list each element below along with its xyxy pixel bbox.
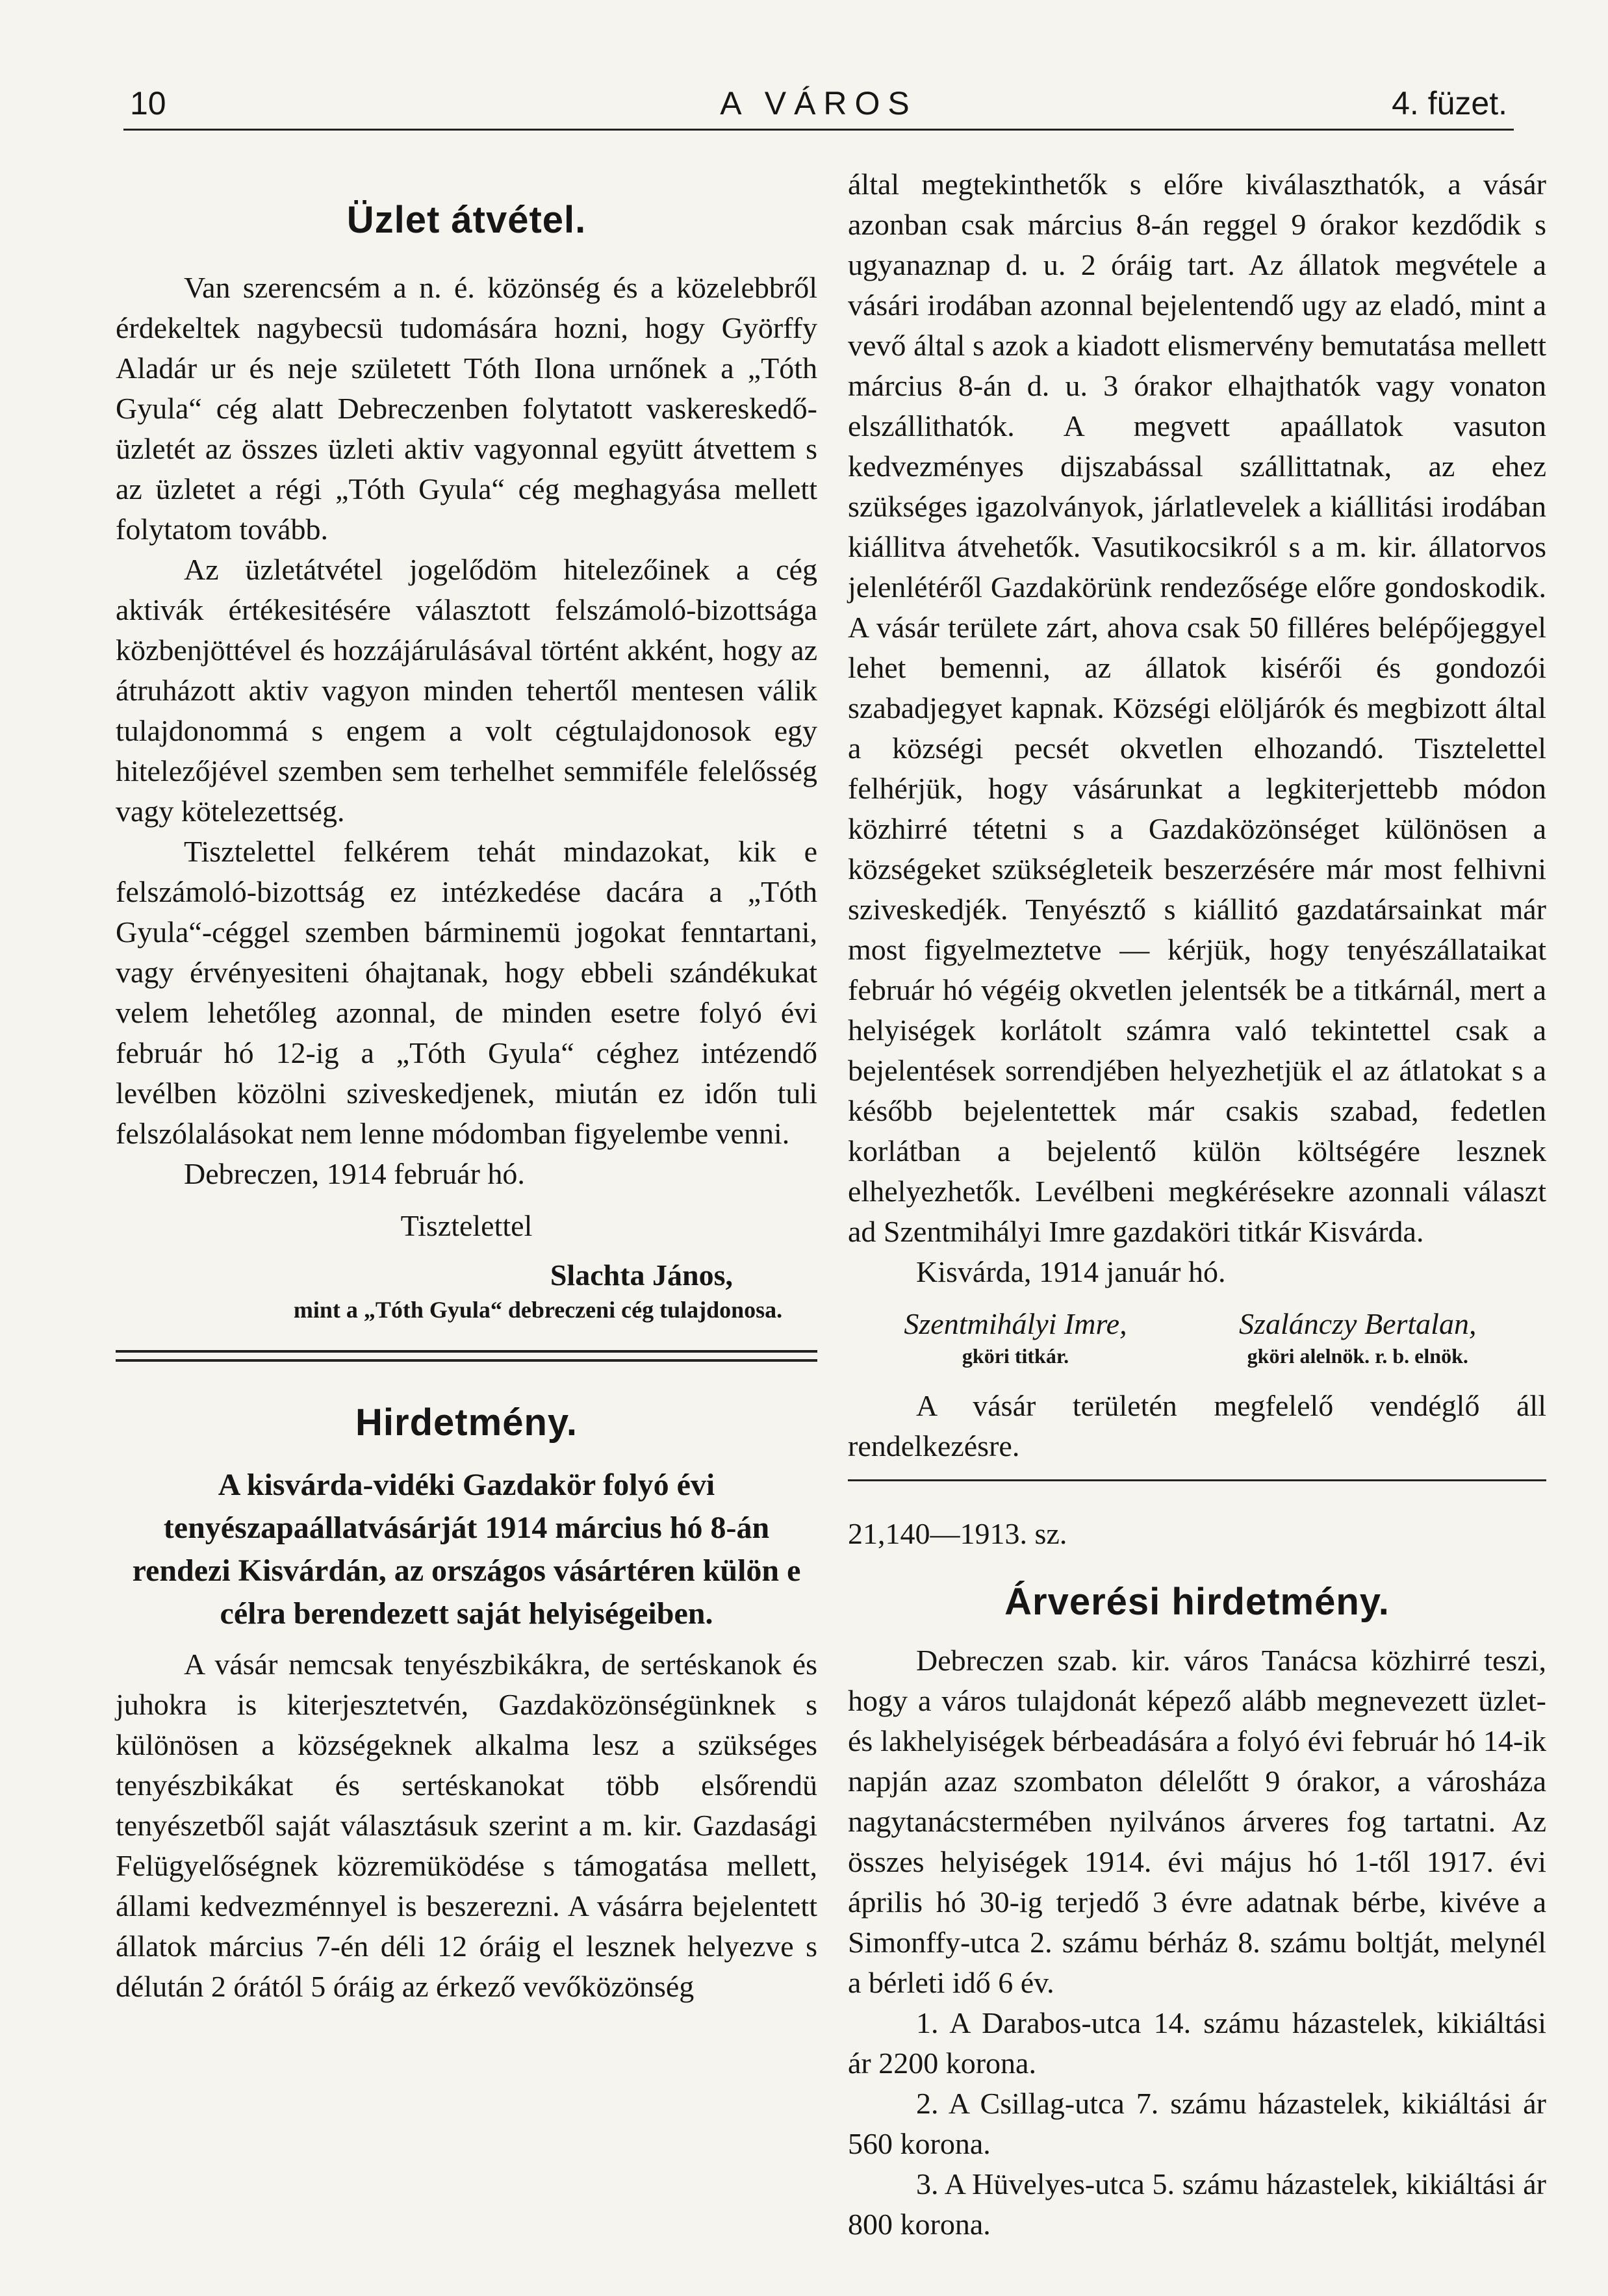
signatures	[848, 1305, 1546, 1369]
right-column	[848, 146, 1546, 2245]
list-item: 1. A Darabos-utca 14. számu házastelek, kikiáltási ár 2200 korona.	[848, 2006, 1546, 2080]
dateline: Debreczen, 1914 február hó.	[184, 1157, 525, 1190]
paragraph: Debreczen szab. kir. város Tanácsa közhirré teszi, hogy a város tulajdonát képező alább megnevezett üzlet- és lakhelyiségek bérbeadására a folyó évi február hó 14-ik napján azaz szombaton délelőtt 9 órakor, a városháza nagytanácstermében nyilvános árveres fog tartatni. Az összes helyiségek 1914. évi május hó 1-től 1917. évi április hó 30-ig terjedő 3 évre adatnak bérbe, kivéve a Simonffy-utca 2. számu bérház 8. számu boltját, melynél a bérleti idő 6 év.	[848, 1644, 1546, 1999]
signature-block	[1183, 1305, 1533, 1369]
left-column	[116, 146, 817, 2007]
paragraph: Tisztelettel felkérem tehát mindazokat, kik e felszámoló-bizottság ez intézkedése dacára a „Tóth Gyula“-céggel szemben bárminemü jogokat fenntartani, vagy érvényesiteni óhajtanak, hogy ebbeli szándékukat velem lehetőleg azonnal, de minden esetre folyó évi február hó 12-ig a „Tóth Gyula“ céghez intézendő levélben közölni sziveskedjenek, miután ez időn tuli felszólalásokat nem lenne módomban figyelembe venni.	[116, 835, 817, 1150]
dateline: Kisvárda, 1914 január hó.	[916, 1255, 1226, 1288]
announcement-lead: A kisvárda-vidéki Gazdakör folyó évi tenyészapaállatvásárját 1914 március hó 8-án rendezi Kisvárdán, az országos vásártéren külön e célra berendezett saját helyiségeiben.	[132, 1468, 801, 1631]
paragraph: Van szerencsém a n. é. közönség és a közelebbről érdekeltek nagybecsü tudomására hozni, hogy Györffy Aladár ur és neje született Tóth Ilona urnőnek a „Tóth Gyula“ cég alatt Debreczenben folytatott vaskereskedő-üzletét az összes üzleti aktiv vagyonnal együtt átvettem s az üzletet a régi „Tóth Gyula“ cég meghagyása mellett folytatom tovább.	[116, 271, 817, 546]
signer-role: mint a „Tóth Gyula“ debreczeni cég tulajdonosa.	[293, 1297, 783, 1323]
header-rule	[123, 129, 1514, 131]
signer-name: Slachta János,	[550, 1258, 733, 1292]
signature-role: gköri titkár.	[962, 1344, 1069, 1368]
signature-role: gköri alelnök. r. b. elnök.	[1247, 1344, 1468, 1368]
article-title-arveresi: Árverési hirdetmény.	[1004, 1581, 1390, 1623]
paragraph: A vásár nemcsak tenyészbikákra, de sertéskanok és juhokra is kiterjesztetvén, Gazdaközönségünknek s különösen a községeknek alkalma lesz a szükséges tenyészbikákat és sertéskanokat több elsőrendü tenyészetből saját választásuk szerint a m. kir. Gazdasági Felügyelőségnek közremüködése s támogatása mellett, állami kedvezménnyel is beszerezni. A vásárra bejelentett állatok március 7-én déli 12 óráig el lesznek helyezve s délután 2 órától 5 óráig az érkező vevőközönség	[116, 1648, 817, 2003]
reference-number: 21,140—1913. sz.	[848, 1517, 1067, 1550]
closing: Tisztelettel	[400, 1209, 533, 1242]
article-title-hirdetmeny: Hirdetmény.	[355, 1401, 578, 1444]
paragraph: Az üzletátvétel jogelődöm hitelezőinek a cég aktivák értékesitésére választott felszámoló-bizottsága közbenjöttével és hozzájárulásával történt akként, hogy az átruházott aktiv vagyon minden tehertől mentesen válik tulajdonommá s engem a volt cégtulajdonosok egy hitelezőjével szemben sem terhelhet semmiféle felelősség vagy kötelezettség.	[116, 553, 817, 828]
section-divider	[116, 1350, 817, 1362]
page-header	[123, 78, 1514, 130]
signature-name: Szalánczy Bertalan,	[1239, 1307, 1477, 1340]
list-item: 3. A Hüvelyes-utca 5. számu házastelek, kikiáltási ár 800 korona.	[848, 2167, 1546, 2241]
signature-name: Szentmihályi Imre,	[904, 1307, 1127, 1340]
journal-title: A VÁROS	[720, 85, 917, 121]
article-title-uzlet: Üzlet átvétel.	[346, 199, 587, 241]
page-number: 10	[130, 85, 166, 121]
paragraph: által megtekinthetők s előre kiválaszthatók, a vásár azonban csak március 8-án reggel 9 órakor kezdődik s ugyanaznap d. u. 2 óráig tart. Az állatok megvétele a vásári irodában azonnal bejelentendő ugy az eladó, mint a vevő által s azok a kiadott elismervény bemutatása mellett március 8-án d. u. 3 órakor elhajthatók vagy vonaton elszállithatók. A megvett apaállatok vasuton kedvezményes dijszabással szállittatnak, az ehez szükséges igazolványok, járlatlevelek a kiállitási irodában kiállitva átvehetők. Vasutikocsikról s a m. kir. állatorvos jelenlétéről Gazdakörünk rendezősége előre gondoskodik. A vásár területe zárt, ahova csak 50 filléres belépőjeggyel lehet bemenni, az állatok kisérői és gondozói szabadjegyet kapnak. Községi elöljárók és megbizott által a községi pecsét okvetlen elhozandó. Tisztelettel felhérjük, hogy vásárunkat a legkiterjettebb módon közhirré tétetni s a Gazdaközönséget különösen a községeket szükségleteik beszerzésére már most felhivni sziveskedjék. Tenyésztő s kiállitó gazdatársainkat már most figyelmeztetve — kérjük, hogy tenyészállataikat február hó végéig okvetlen jelentsék be a titkárnál, mert a helyiségek korlátolt számra való tekintettel csak a bejelentések sorrendjében helyezhetjük el az átlatokat s a később bejelentettek már csakis szabad, fedetlen korlátban a bejelentő külön költségére lesznek elhelyezhetők. Levélbeni megkérésekre azonnali választ ad Szentmihályi Imre gazdaköri titkár Kisvárda.	[848, 168, 1546, 1248]
list-item: 2. A Csillag-utca 7. számu házastelek, kikiáltási ár 560 korona.	[848, 2087, 1546, 2160]
issue-number: 4. füzet.	[1392, 85, 1507, 121]
note: A vásár területén megfelelő vendéglő áll rendelkezésre.	[848, 1389, 1546, 1462]
signature-block	[848, 1305, 1183, 1369]
